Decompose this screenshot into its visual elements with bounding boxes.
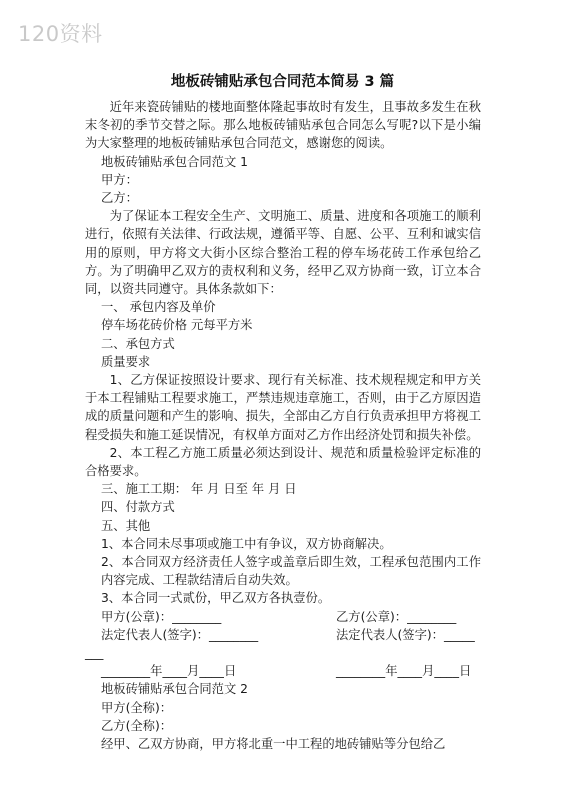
- clause-2-heading: 二、承包方式: [100, 336, 175, 351]
- date-row: [85, 662, 481, 680]
- party-b-date: ________年____月____日: [336, 664, 472, 679]
- clause-1-detail: 停车场花砖价格 元每平方米: [100, 318, 253, 333]
- quality-item-1: 1、乙方保证按照设计要求、现行有关标准、技术规程规定和甲方关于本工程铺贴工程要求施工，严禁违规违章施工，否则，由于乙方原因造成的质量问题和产生的影响、损失，全部由乙方自行负责承担甲方将视工程受损失和施工延误情况，有权单方面对乙方作出经济处罚和损失补偿。: [85, 373, 481, 442]
- party-b-label: 乙方：: [100, 191, 138, 206]
- quality-heading: 质量要求: [100, 354, 151, 369]
- signature-continuation: ___: [85, 646, 104, 661]
- clause-5-heading: 五、其他: [100, 518, 151, 533]
- other-item-3: 3、本合同一式贰份，甲乙双方各执壹份。: [100, 591, 331, 606]
- other-item-1: 1、本合同未尽事项或施工中有争议，双方协商解决。: [100, 536, 392, 551]
- quality-item-2: 2、本工程乙方施工质量必须达到设计、规范和质量检验评定标准的合格要求。: [85, 445, 481, 479]
- intro-paragraph: 近年来瓷砖铺贴的楼地面整体隆起事故时有发生，且事故多发生在秋末冬初的季节交替之际。那么地板砖铺贴承包合同怎么写呢?以下是小编为大家整理的地板砖铺贴承包合同范文，感谢您的阅读。: [85, 100, 481, 151]
- section2-party-a: 甲方(全称)：: [100, 700, 173, 715]
- party-a-representative: 法定代表人(签字)：________: [100, 627, 259, 642]
- representative-signature-row: [85, 626, 481, 644]
- seal-signature-row: [85, 608, 481, 626]
- document-body: [85, 98, 481, 753]
- signature-wrap-line: [85, 644, 481, 662]
- document-title: 地板砖铺贴承包合同范本简易 3 篇: [170, 74, 395, 90]
- clause-1-heading: 一、 承包内容及单价: [100, 300, 216, 315]
- party-a-seal: 甲方(公章)：________: [100, 609, 222, 624]
- section2-heading: 地板砖铺贴承包合同范文 2: [100, 682, 248, 697]
- section2-party-b: 乙方(全称)：: [100, 718, 173, 733]
- watermark-logo: 120资料: [18, 22, 103, 46]
- clause-3-schedule: 三、施工工期： 年 月 日至 年 月 日: [100, 482, 297, 497]
- preamble-paragraph: 为了保证本工程安全生产、文明施工、质量、进度和各项施工的顺利进行，依照有关法律、行政法规，遵循平等、自愿、公平、互利和诚实信用的原则，甲方将文大街小区综合整治工程的停车场花砖工作承包给乙方。为了明确甲乙双方的责权利和义务，经甲乙双方协商一致，订立本合同，以资共同遵守。具体条款如下：: [85, 209, 481, 297]
- party-b-representative: 法定代表人(签字)：_____: [336, 627, 475, 642]
- party-a-date: ________年____月____日: [100, 664, 237, 679]
- other-item-2: 2、本合同双方经济责任人签字或盖章后即生效，工程承包范围内工作内容完成、工程款结清后自动失效。: [100, 555, 481, 588]
- section1-heading: 地板砖铺贴承包合同范文 1: [100, 154, 248, 169]
- clause-4-heading: 四、付款方式: [100, 500, 175, 515]
- section2-opening: 经甲、乙双方协商，甲方将北重一中工程的地砖铺贴等分包给乙: [100, 737, 446, 752]
- party-a-label: 甲方：: [100, 172, 138, 187]
- party-b-seal: 乙方(公章)：________: [336, 609, 457, 624]
